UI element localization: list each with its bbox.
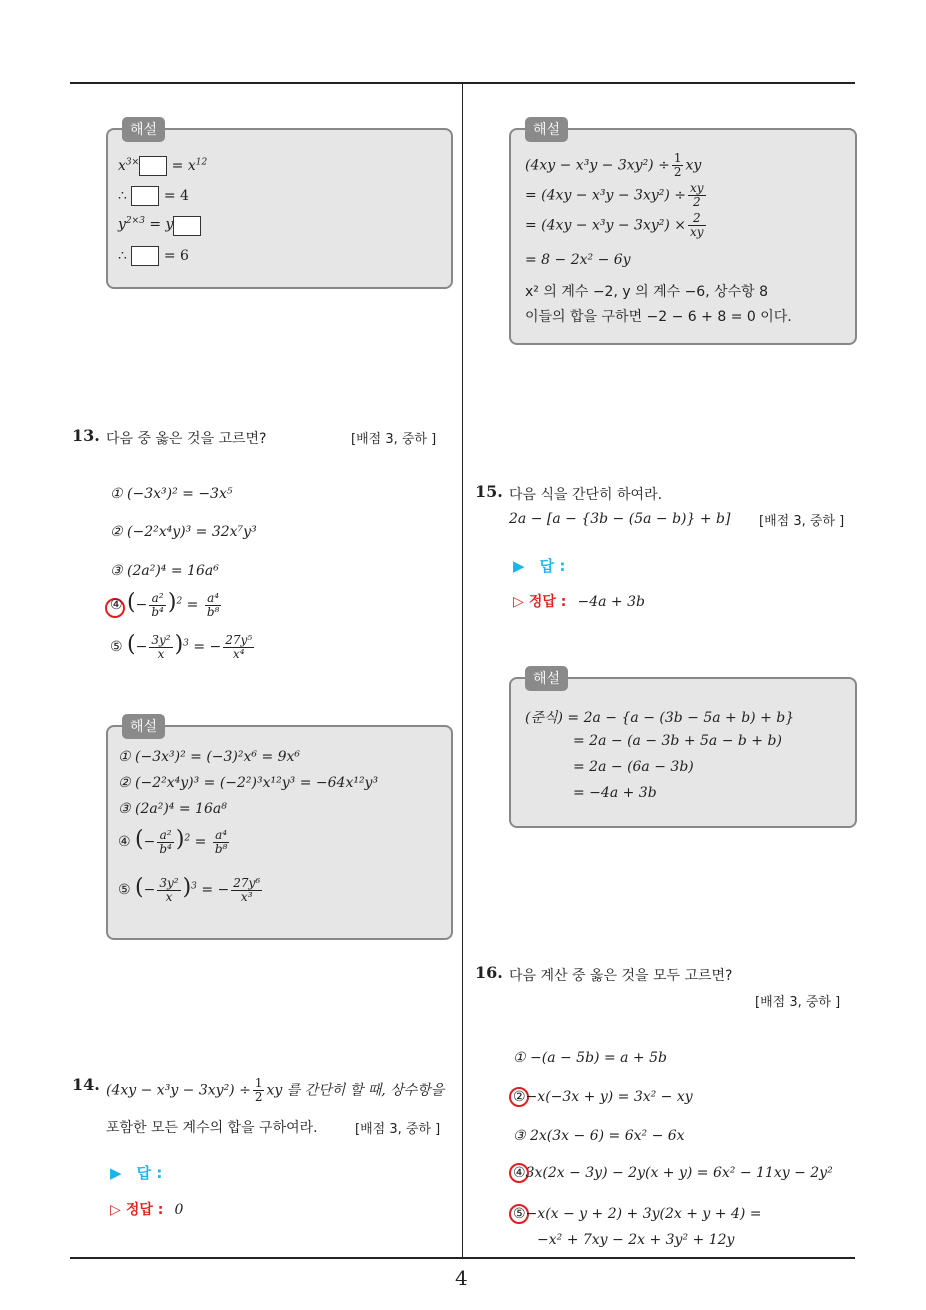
sol12-line4: ∴ = 6 <box>118 248 189 264</box>
solution-tab: 해설 <box>122 714 165 739</box>
answer-arrow-icon: ▶ <box>513 557 525 575</box>
q14-question-line1: (4xy − x³y − 3xy²) ÷ $\frac{1}{2}$ xy 를 간단히 할 때, 상수항을 <box>106 1076 445 1104</box>
q16-option-5-cont: −x² + 7xy − 2x + 3y² + 12y <box>537 1232 735 1248</box>
sol14-line5: x² 의 계수 −2, y 의 계수 −6, 상수항 8 <box>525 284 769 300</box>
q13-number: 13. <box>72 426 100 445</box>
sol14-line6: 이들의 합을 구하면 −2 − 6 + 8 = 0 이다. <box>525 309 792 325</box>
q14-correct-answer: 0 <box>174 1202 184 1218</box>
sol13-line5: ⑤ (− $\frac{\text{3y²}}{x}$ )$^3$ = − $\frac{\text{27y⁶}}{\text{x³}}$ <box>118 875 261 904</box>
q13-option-5[interactable]: ⑤ (− $\frac{\text{3y²}}{x}$ )$^3$ = − $\frac{\text{27y⁵}}{\text{x⁴}}$ <box>110 632 253 661</box>
q15-question: 다음 식을 간단히 하여라. <box>509 487 663 503</box>
correct-label: 정답 : <box>125 1202 164 1218</box>
q14-question-line2: 포함한 모든 계수의 합을 구하여라. <box>106 1120 318 1136</box>
sol13-line1: ① (−3x³)² = (−3)²x⁶ = 9x⁶ <box>118 749 301 765</box>
q14-correct-row <box>110 1199 183 1219</box>
answer-arrow-icon: ▶ <box>110 1164 122 1182</box>
blank-box <box>131 246 159 266</box>
q13-option-1[interactable]: ① (−3x³)² = −3x⁵ <box>110 486 233 502</box>
solution-box-q15 <box>509 671 857 828</box>
solution-box-q14 <box>509 122 857 345</box>
q16-option-1[interactable]: ① −(a − 5b) = a + 5b <box>513 1050 667 1066</box>
sol13-line4: ④ (− $\frac{\text{a²}}{\text{b⁴}}$ )$^2$ = $\frac{\text{a⁴}}{\text{b⁸}}$ <box>118 827 228 856</box>
q13-question: 다음 중 옳은 것을 고르면? <box>106 431 267 447</box>
q16-number: 16. <box>475 963 503 982</box>
answer-label: 답 : <box>539 557 566 575</box>
blank-box <box>139 156 167 176</box>
q16-score: [배점 3, 중하 ] <box>755 995 841 1010</box>
blank-box <box>131 186 159 206</box>
sol12-line2: ∴ = 4 <box>118 188 189 204</box>
answer-label: 답 : <box>136 1164 163 1182</box>
column-divider <box>462 84 463 1258</box>
solution-box-q13 <box>106 719 453 940</box>
q13-option-4[interactable]: ④ (− $\frac{\text{a²}}{\text{b⁴}}$ )$^2$ = $\frac{\text{a⁴}}{\text{b⁸}}$ <box>110 590 220 619</box>
q13-option-2[interactable]: ② (−2²x⁴y)³ = 32x⁷y³ <box>110 524 257 540</box>
blank-box <box>173 216 201 236</box>
q14-score: [배점 3, 중하 ] <box>355 1122 441 1137</box>
q15-correct-row <box>513 591 645 611</box>
page-number: 4 <box>455 1266 468 1290</box>
sol12-line1: $x^{3\times} = x^{12}$ <box>118 157 208 174</box>
sol14-line3: = (4xy − x³y − 3xy²) × $\frac{2}{xy}$ <box>525 211 704 239</box>
q16-option-3[interactable]: ③ 2x(3x − 6) = 6x² − 6x <box>513 1128 685 1144</box>
sol13-line2: ② (−2²x⁴y)³ = (−2²)³x¹²y³ = −64x¹²y³ <box>118 775 379 791</box>
q16-option-5[interactable]: ⑤−x(x − y + 2) + 3y(2x + y + 4) = <box>513 1206 762 1222</box>
q13-option-3[interactable]: ③ (2a²)⁴ = 16a⁶ <box>110 563 219 579</box>
sol14-line1: (4xy − x³y − 3xy²) ÷ $\frac{1}{2}$ xy <box>525 151 702 179</box>
sol15-line2: = 2a − (a − 3b + 5a − b + b) <box>573 733 782 749</box>
sol13-line3: ③ (2a²)⁴ = 16a⁸ <box>118 801 227 817</box>
sol15-line4: = −4a + 3b <box>573 785 657 801</box>
bottom-rule <box>70 1257 855 1259</box>
correct-label: 정답 : <box>528 594 567 610</box>
sol14-line4: = 8 − 2x² − 6y <box>525 252 631 268</box>
q14-number: 14. <box>72 1075 100 1094</box>
q15-answer-row[interactable] <box>513 555 565 576</box>
q16-option-2[interactable]: ②−x(−3x + y) = 3x² − xy <box>513 1089 693 1105</box>
solution-tab: 해설 <box>525 666 568 691</box>
correct-arrow-icon: ▷ <box>513 594 524 610</box>
q15-correct-answer: −4a + 3b <box>577 594 645 610</box>
q15-number: 15. <box>475 482 503 501</box>
solution-tab: 해설 <box>122 117 165 142</box>
q15-expression: 2a − [a − {3b − (5a − b)} + b] <box>509 511 731 527</box>
sol15-line3: = 2a − (6a − 3b) <box>573 759 694 775</box>
q15-score: [배점 3, 중하 ] <box>759 514 845 529</box>
q16-question: 다음 계산 중 옳은 것을 모두 고르면? <box>509 968 733 984</box>
correct-arrow-icon: ▷ <box>110 1202 121 1218</box>
q16-option-4[interactable]: ④3x(2x − 3y) − 2y(x + y) = 6x² − 11xy − 2y² <box>513 1165 833 1181</box>
sol12-line3: $y^{2\times 3} = y$ <box>118 216 201 236</box>
sol15-line1: (준식) = 2a − {a − (3b − 5a + b) + b} <box>525 710 795 726</box>
solution-box-q12 <box>106 122 453 289</box>
q14-answer-row[interactable] <box>110 1162 162 1183</box>
solution-tab: 해설 <box>525 117 568 142</box>
q13-score: [배점 3, 중하 ] <box>351 432 437 447</box>
sol14-line2: = (4xy − x³y − 3xy²) ÷ $\frac{xy}{2}$ <box>525 181 704 209</box>
